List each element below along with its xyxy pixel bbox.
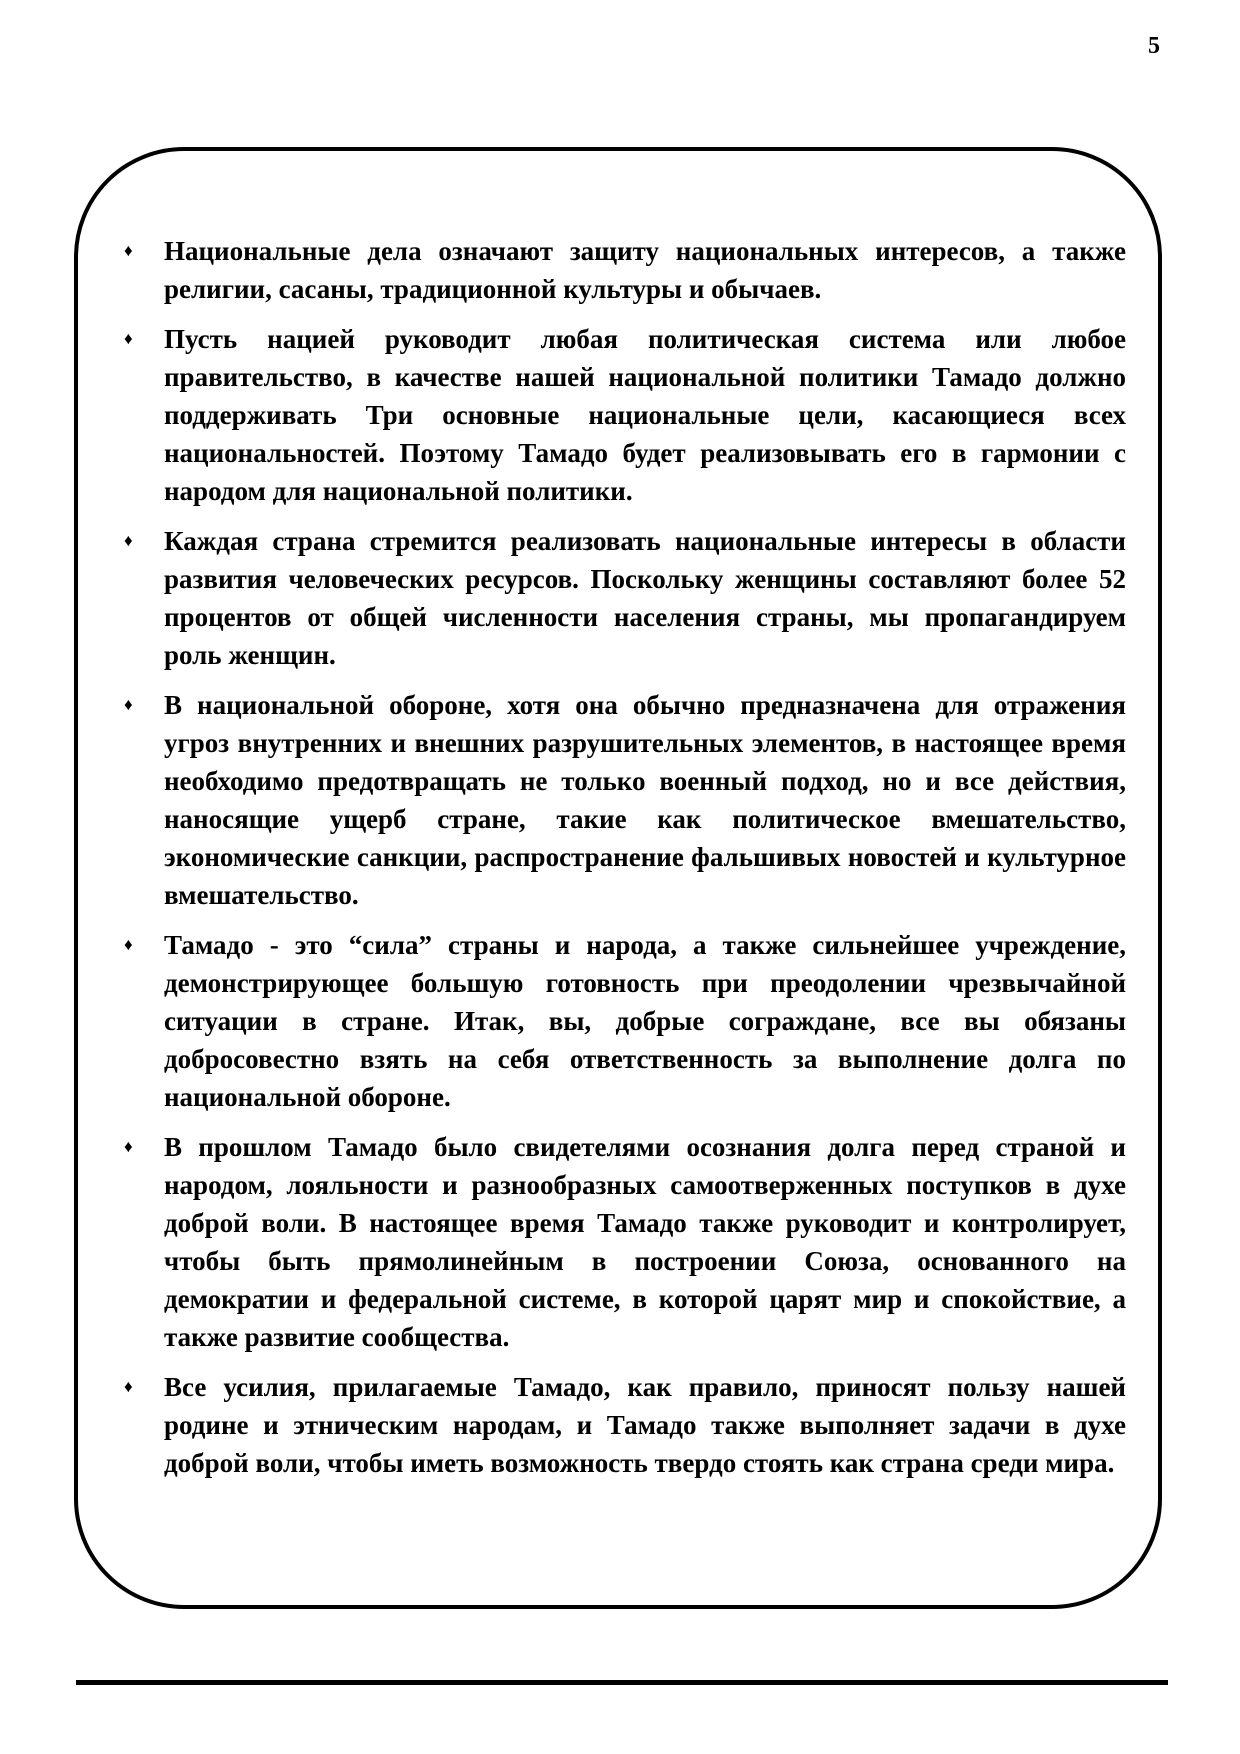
list-item-text: В национальной обороне, хотя она обычно предназначена для отражения угроз внутренних и внешних разрушительных элементов, в настоящее время необходимо предотвращать не только военный подход, но и все действия, наносящие ущерб стране, такие как политическое вмешательство, экономические санкции, распространение фальшивых новостей и культурное вмешательство. xyxy=(164,690,1126,910)
list-item-text: Тамадо - это “сила” страны и народа, а также сильнейшее учреждение, демонстрирующее большую готовность при преодолении чрезвычайной ситуации в стране. Итак, вы, добрые сограждане, все вы обязаны добросовестно взять на себя ответственность за выполнение долга по национальной обороне. xyxy=(164,930,1126,1112)
list-item-text: Все усилия, прилагаемые Тамадо, как правило, приносят пользу нашей родине и этническим народам, и Тамадо также выполняет задачи в духе доброй воли, чтобы иметь возможность твердо стоять как страна среди мира. xyxy=(164,1372,1126,1478)
diamond-bullet-icon: ♦ xyxy=(124,1377,133,1396)
diamond-bullet-icon: ♦ xyxy=(124,935,133,954)
list-item xyxy=(120,522,1126,674)
diamond-bullet-icon: ♦ xyxy=(124,241,133,260)
diamond-bullet-icon: ♦ xyxy=(124,1137,133,1156)
list-item-text: Каждая страна стремится реализовать национальные интересы в области развития человеческих ресурсов. Поскольку женщины составляют более 52 процентов от общей численности населения страны, мы пропагандируем роль женщин. xyxy=(164,526,1126,670)
diamond-bullet-icon: ♦ xyxy=(124,531,133,550)
diamond-bullet-icon: ♦ xyxy=(124,329,133,348)
list-item-text: В прошлом Тамадо было свидетелями осознания долга перед страной и народом, лояльности и разнообразных самоотверженных поступков в духе доброй воли. В настоящее время Тамадо также руководит и контролирует, чтобы быть прямолинейным в построении Союза, основанного на демократии и федеральной системе, в которой царят мир и спокойствие, а также развитие сообщества. xyxy=(164,1132,1126,1352)
list-item xyxy=(120,926,1126,1116)
list-item-text: Национальные дела означают защиту национальных интересов, а также религии, сасаны, традиционной культуры и обычаев. xyxy=(164,236,1126,304)
list-item-text: Пусть нацией руководит любая политическая система или любое правительство, в качестве нашей национальной политики Тамадо должно поддерживать Три основные национальные цели, касающиеся всех национальностей. Поэтому Тамадо будет реализовывать его в гармонии с народом для национальной политики. xyxy=(164,324,1126,506)
diamond-bullet-icon: ♦ xyxy=(124,695,133,714)
list-item xyxy=(120,686,1126,914)
list-item xyxy=(120,320,1126,510)
list-item xyxy=(120,232,1126,308)
footer-rule xyxy=(76,1680,1168,1685)
list-item xyxy=(120,1368,1126,1482)
bullet-list xyxy=(120,232,1126,1494)
list-item xyxy=(120,1128,1126,1356)
page-number: 5 xyxy=(1148,33,1160,59)
